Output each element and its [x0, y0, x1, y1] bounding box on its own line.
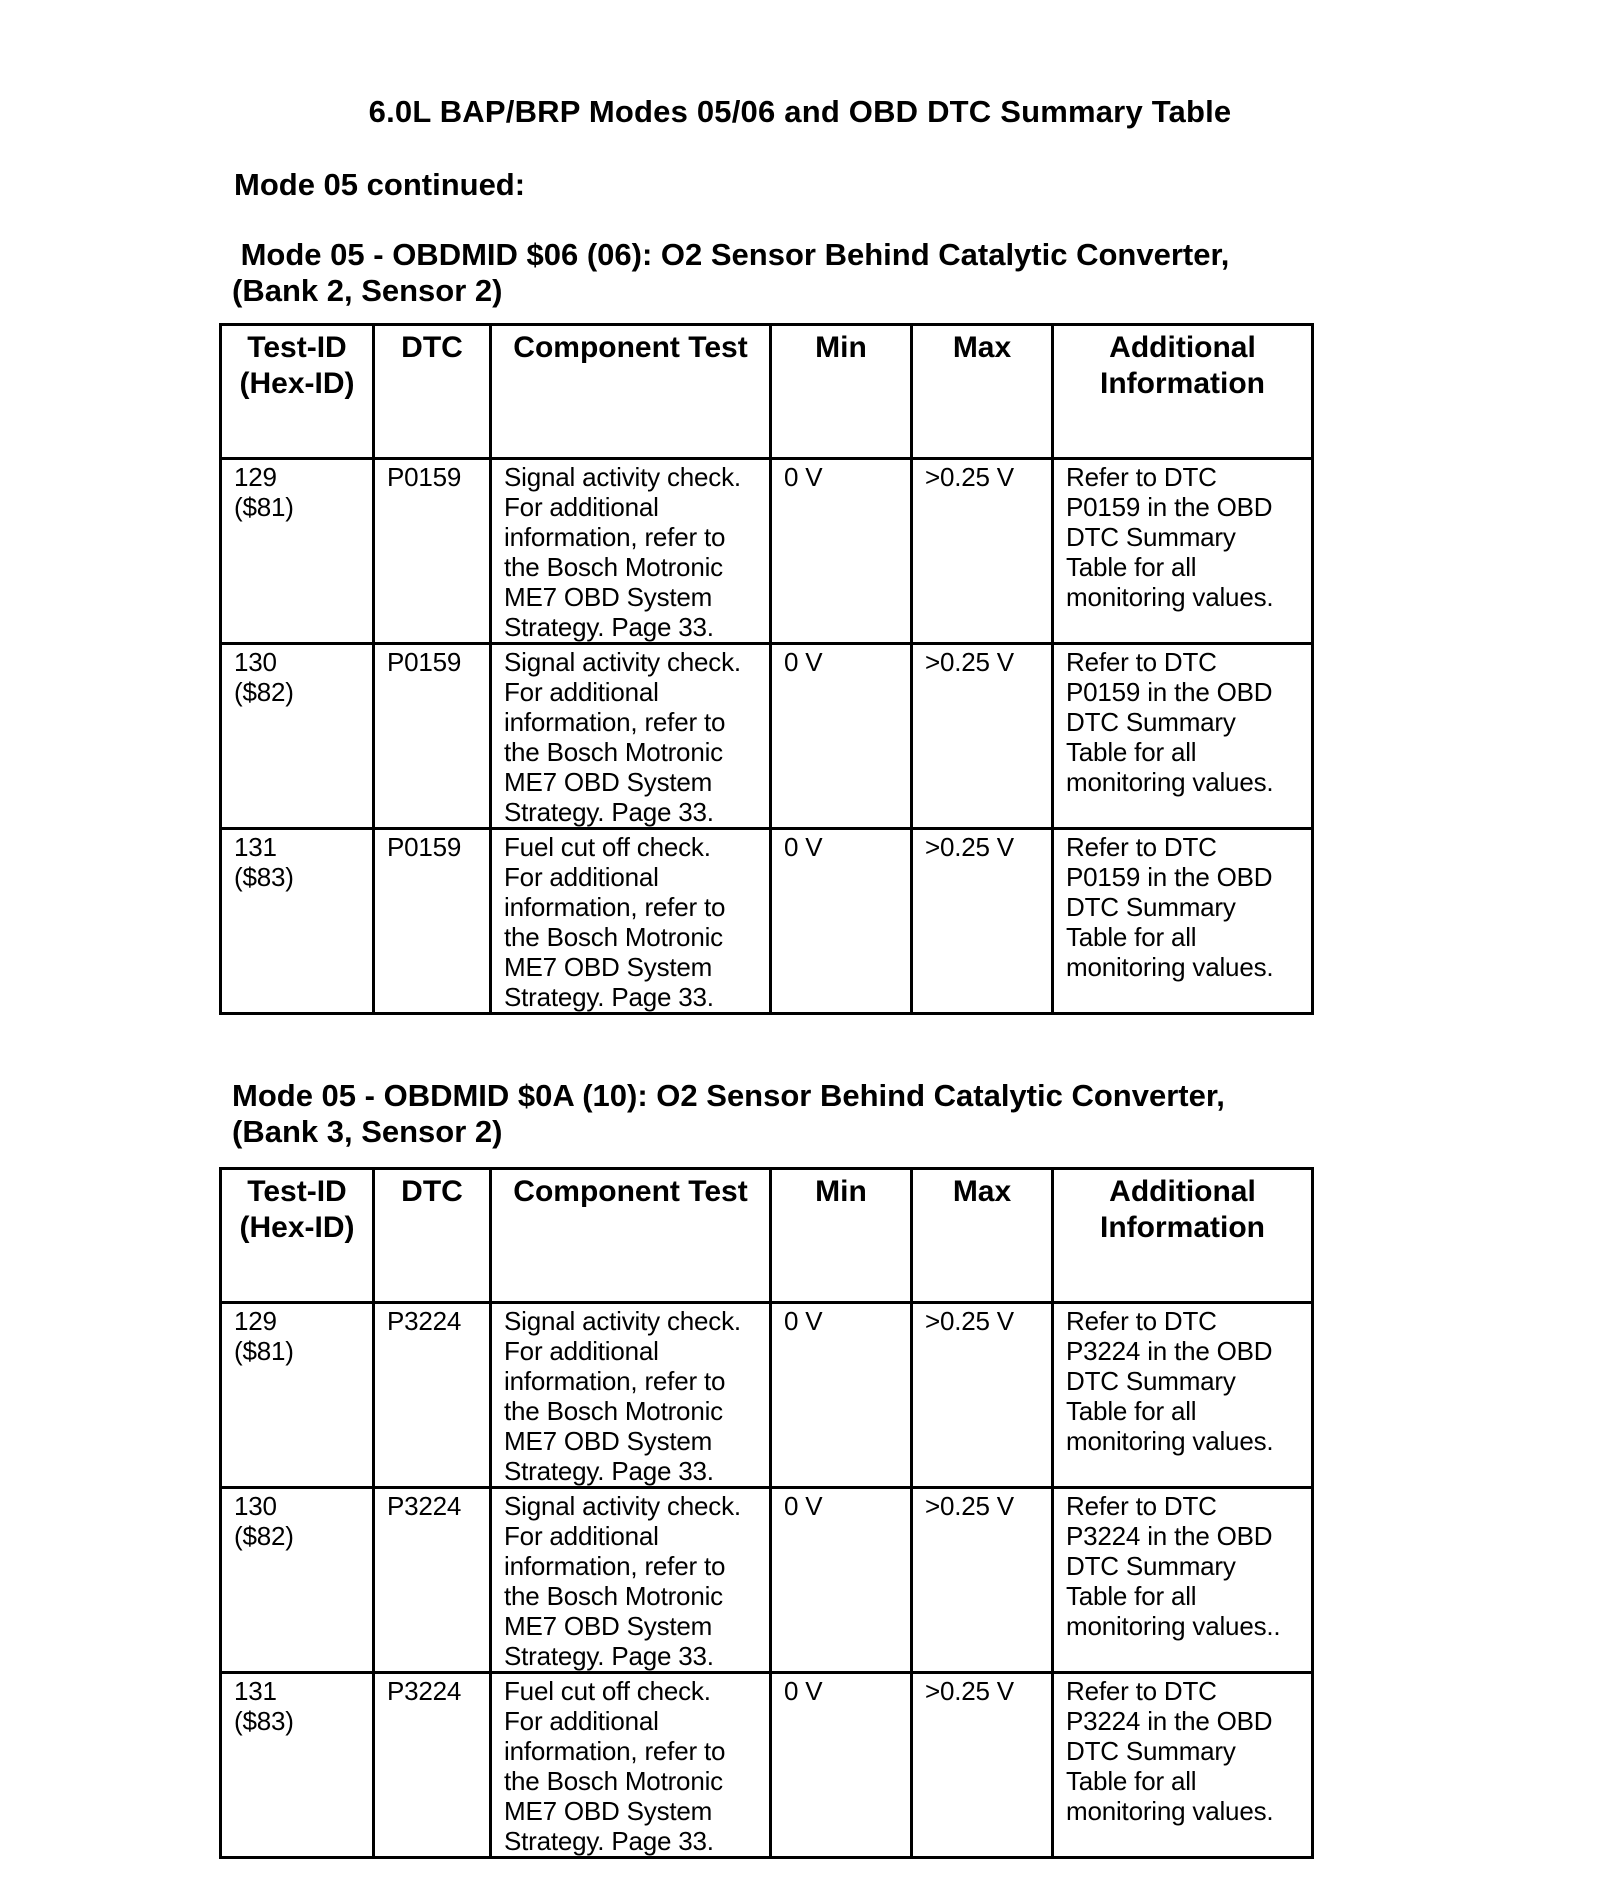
header-test-id: Test-ID (Hex-ID): [221, 325, 374, 459]
cell-component-test: Signal activity check. For additional information, refer to the Bosch Motronic ME7 OBD System Strategy. Page 33.: [491, 1303, 771, 1488]
cell-min: 0 V: [771, 1488, 912, 1673]
header-min: Min: [771, 325, 912, 459]
cell-component-test: Signal activity check. For additional information, refer to the Bosch Motronic ME7 OBD System Strategy. Page 33.: [491, 459, 771, 644]
header-additional-info: Additional Information: [1053, 325, 1313, 459]
table-row: [221, 459, 1313, 644]
cell-min: 0 V: [771, 1673, 912, 1858]
cell-additional-info: Refer to DTC P0159 in the OBD DTC Summary Table for all monitoring values.: [1053, 829, 1313, 1014]
cell-dtc: P0159: [374, 644, 491, 829]
table-header-row: [221, 1169, 1313, 1303]
header-max: Max: [912, 1169, 1053, 1303]
cell-test-id: 131 ($83): [221, 1673, 374, 1858]
cell-min: 0 V: [771, 459, 912, 644]
cell-max: >0.25 V: [912, 644, 1053, 829]
header-dtc: DTC: [374, 1169, 491, 1303]
cell-dtc: P0159: [374, 459, 491, 644]
table-row: [221, 1673, 1313, 1858]
section-heading-obdmid-06: Mode 05 - OBDMID $06 (06): O2 Sensor Behind Catalytic Converter, (Bank 2, Sensor 2): [232, 237, 1230, 308]
cell-dtc: P0159: [374, 829, 491, 1014]
header-max: Max: [912, 325, 1053, 459]
cell-test-id: 131 ($83): [221, 829, 374, 1014]
cell-min: 0 V: [771, 1303, 912, 1488]
cell-component-test: Signal activity check. For additional information, refer to the Bosch Motronic ME7 OBD System Strategy. Page 33.: [491, 644, 771, 829]
header-component-test: Component Test: [491, 1169, 771, 1303]
header-min: Min: [771, 1169, 912, 1303]
table-row: [221, 1303, 1313, 1488]
cell-component-test: Signal activity check. For additional information, refer to the Bosch Motronic ME7 OBD System Strategy. Page 33.: [491, 1488, 771, 1673]
cell-dtc: P3224: [374, 1303, 491, 1488]
page-title: 6.0L BAP/BRP Modes 05/06 and OBD DTC Summary Table: [368, 94, 1232, 129]
cell-max: >0.25 V: [912, 1673, 1053, 1858]
table-row: [221, 644, 1313, 829]
header-component-test: Component Test: [491, 325, 771, 459]
cell-dtc: P3224: [374, 1488, 491, 1673]
cell-min: 0 V: [771, 644, 912, 829]
cell-max: >0.25 V: [912, 1488, 1053, 1673]
header-test-id: Test-ID (Hex-ID): [221, 1169, 374, 1303]
cell-max: >0.25 V: [912, 829, 1053, 1014]
cell-max: >0.25 V: [912, 459, 1053, 644]
cell-additional-info: Refer to DTC P3224 in the OBD DTC Summary Table for all monitoring values.: [1053, 1673, 1313, 1858]
header-dtc: DTC: [374, 325, 491, 459]
cell-max: >0.25 V: [912, 1303, 1053, 1488]
cell-additional-info: Refer to DTC P3224 in the OBD DTC Summary Table for all monitoring values..: [1053, 1488, 1313, 1673]
dtc-table-obdmid-06: [219, 323, 1314, 1015]
header-additional-info: Additional Information: [1053, 1169, 1313, 1303]
table-header-row: [221, 325, 1313, 459]
dtc-table-obdmid-0a: [219, 1167, 1314, 1859]
cell-test-id: 130 ($82): [221, 1488, 374, 1673]
cell-dtc: P3224: [374, 1673, 491, 1858]
cell-test-id: 130 ($82): [221, 644, 374, 829]
cell-additional-info: Refer to DTC P0159 in the OBD DTC Summary Table for all monitoring values.: [1053, 459, 1313, 644]
mode-continued-label: Mode 05 continued:: [234, 167, 526, 202]
table-row: [221, 1488, 1313, 1673]
cell-additional-info: Refer to DTC P0159 in the OBD DTC Summary Table for all monitoring values.: [1053, 644, 1313, 829]
cell-test-id: 129 ($81): [221, 1303, 374, 1488]
cell-min: 0 V: [771, 829, 912, 1014]
cell-component-test: Fuel cut off check. For additional information, refer to the Bosch Motronic ME7 OBD System Strategy. Page 33.: [491, 1673, 771, 1858]
cell-component-test: Fuel cut off check. For additional information, refer to the Bosch Motronic ME7 OBD System Strategy. Page 33.: [491, 829, 771, 1014]
table-row: [221, 829, 1313, 1014]
cell-test-id: 129 ($81): [221, 459, 374, 644]
cell-additional-info: Refer to DTC P3224 in the OBD DTC Summary Table for all monitoring values.: [1053, 1303, 1313, 1488]
section-heading-obdmid-0a: Mode 05 - OBDMID $0A (10): O2 Sensor Behind Catalytic Converter, (Bank 3, Sensor 2): [232, 1078, 1225, 1149]
